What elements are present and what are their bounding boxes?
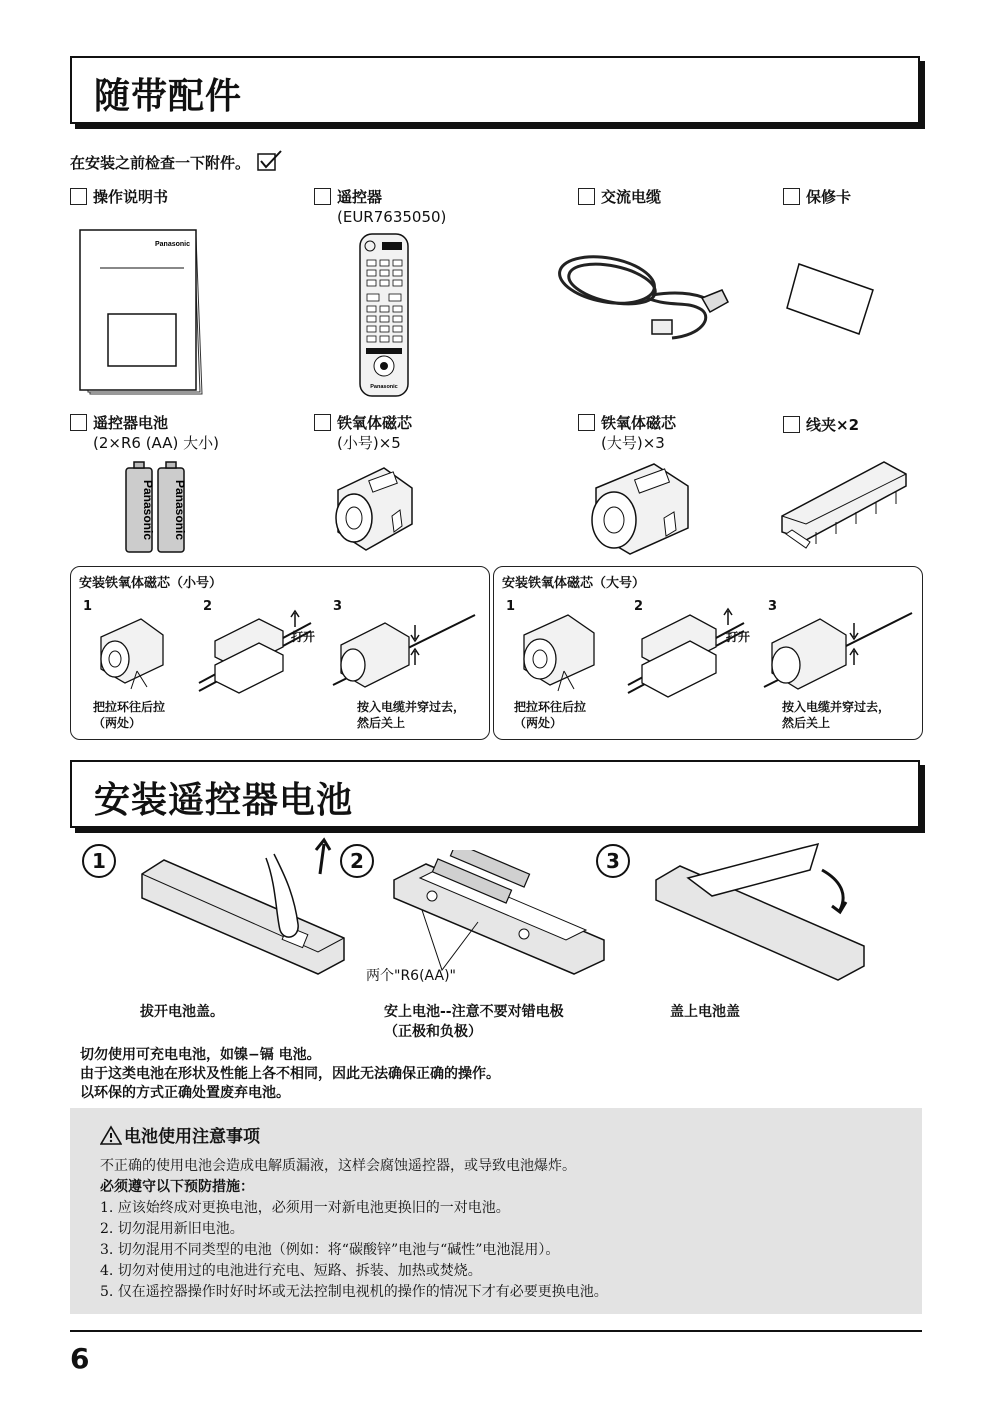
page-number: 6 bbox=[70, 1342, 90, 1375]
section-title-box bbox=[70, 56, 920, 124]
caution-heading: 电池使用注意事项 bbox=[100, 1122, 260, 1147]
ferrite-step-2-illustration bbox=[195, 607, 315, 697]
section-title: 安装遥控器电池 bbox=[94, 780, 354, 821]
accessory-warranty: 保修卡 bbox=[783, 187, 851, 207]
brand-logo: Panasonic bbox=[173, 480, 187, 541]
accessory-batteries: 遥控器电池 (2×R6 (AA) 大小) bbox=[70, 413, 219, 453]
caution-item: 3. 切勿混用不同类型的电池（例如：将“碳酸锌”电池与“碱性”电池混用）。 bbox=[100, 1242, 560, 1258]
battery-notes bbox=[80, 1046, 500, 1103]
caution-item: 1. 应该始终成对更换电池，必须用一对新电池更换旧的一对电池。 bbox=[100, 1200, 510, 1216]
footer-divider bbox=[70, 1330, 922, 1332]
section-title-box bbox=[70, 760, 920, 828]
checkbox[interactable] bbox=[783, 416, 800, 433]
checkbox[interactable] bbox=[314, 188, 331, 205]
brand-logo: Panasonic bbox=[154, 241, 190, 248]
remote-illustration bbox=[358, 232, 412, 400]
step-number: 2 bbox=[634, 599, 644, 614]
open-label: 打开 bbox=[291, 630, 316, 644]
panel-title: 安装铁氧体磁芯（大号） bbox=[502, 576, 646, 591]
battery-pair-label: 两个"R6(AA)" bbox=[366, 968, 456, 984]
manual-illustration bbox=[78, 228, 208, 403]
remote-close-cover-illustration bbox=[652, 840, 870, 990]
checkbox[interactable] bbox=[70, 414, 87, 431]
intro-text: 在安装之前检查一下附件。 bbox=[70, 150, 283, 173]
ferrite-step-2-illustration bbox=[624, 605, 751, 699]
remote-open-cover-illustration bbox=[134, 834, 354, 994]
remote-insert-batteries-illustration bbox=[390, 850, 610, 980]
ferrite-step-1-illustration bbox=[508, 609, 612, 695]
checkbox[interactable] bbox=[783, 188, 800, 205]
accessory-manual: 操作说明书 bbox=[70, 187, 168, 207]
note-line: 由于这类电池在形状及性能上各不相同，因此无法确保正确的操作。 bbox=[80, 1066, 500, 1082]
ac-cord-illustration bbox=[552, 240, 732, 360]
caution-box bbox=[70, 1108, 922, 1314]
batteries-illustration bbox=[120, 460, 192, 556]
caution-item: 4. 切勿对使用过的电池进行充电、短路、拆装、加热或焚烧。 bbox=[100, 1263, 482, 1279]
accessory-ac-cord: 交流电缆 bbox=[578, 187, 661, 207]
accessory-ferrite-large: 铁氧体磁芯 (大号)×3 bbox=[578, 413, 676, 453]
checkbox-checked-icon bbox=[257, 150, 283, 172]
accessory-clamp: 线夹×2 bbox=[783, 415, 859, 435]
step-number-circle: 3 bbox=[596, 844, 630, 878]
checkbox[interactable] bbox=[578, 188, 595, 205]
step-number: 3 bbox=[333, 599, 343, 614]
note-line: 以环保的方式正确处置废弃电池。 bbox=[80, 1085, 290, 1101]
step-1-caption: 拔开电池盖。 bbox=[140, 1004, 224, 1020]
checkbox[interactable] bbox=[578, 414, 595, 431]
caution-intro: 必须遵守以下预防措施： bbox=[100, 1179, 254, 1195]
step-2-caption: 安上电池--注意不要对错电极 （正极和负极） bbox=[384, 1004, 564, 1040]
step-number-circle: 1 bbox=[82, 844, 116, 878]
step-number: 2 bbox=[203, 599, 213, 614]
caution-intro: 不正确的使用电池会造成电解质漏液，这样会腐蚀遥控器，或导致电池爆炸。 bbox=[100, 1158, 576, 1174]
brand-logo: Panasonic bbox=[141, 480, 155, 541]
step-3-caption: 按入电缆并穿过去， 然后关上 bbox=[782, 700, 891, 730]
accessory-remote: 遥控器 (EUR7635050) bbox=[314, 187, 446, 227]
step-3-caption: 按入电缆并穿过去， 然后关上 bbox=[357, 700, 466, 730]
checkbox[interactable] bbox=[314, 414, 331, 431]
brand-logo: Panasonic bbox=[370, 384, 398, 390]
step-1-caption: 把拉环往后拉 （两处） bbox=[514, 700, 587, 730]
caution-item: 2. 切勿混用新旧电池。 bbox=[100, 1221, 244, 1237]
panel-title: 安装铁氧体磁芯（小号） bbox=[79, 576, 223, 591]
ferrite-small-illustration bbox=[318, 460, 418, 560]
open-label: 打开 bbox=[726, 630, 751, 644]
ferrite-step-1-illustration bbox=[85, 611, 185, 693]
checkbox[interactable] bbox=[70, 188, 87, 205]
ferrite-step-3-illustration bbox=[329, 609, 479, 695]
ferrite-large-illustration bbox=[574, 456, 694, 564]
note-line: 切勿使用可充电电池，如镍−镉 电池。 bbox=[80, 1047, 321, 1063]
step-1-caption: 把拉环往后拉 （两处） bbox=[93, 700, 166, 730]
section-title: 随带配件 bbox=[94, 76, 243, 117]
ferrite-large-panel bbox=[493, 566, 923, 740]
warning-icon bbox=[100, 1125, 122, 1145]
ferrite-small-panel bbox=[70, 566, 490, 740]
step-number: 3 bbox=[768, 599, 778, 614]
clamp-illustration bbox=[776, 452, 914, 556]
ferrite-step-3-illustration bbox=[760, 607, 916, 697]
step-number-circle: 2 bbox=[340, 844, 374, 878]
step-number: 1 bbox=[506, 599, 516, 614]
accessory-ferrite-small: 铁氧体磁芯 (小号)×5 bbox=[314, 413, 412, 453]
step-number: 1 bbox=[83, 599, 93, 614]
caution-item: 5. 仅在遥控器操作时好时坏或无法控制电视机的操作的情况下才有必要更换电池。 bbox=[100, 1284, 608, 1300]
warranty-card-illustration bbox=[785, 262, 875, 337]
step-3-caption: 盖上电池盖 bbox=[670, 1004, 740, 1020]
